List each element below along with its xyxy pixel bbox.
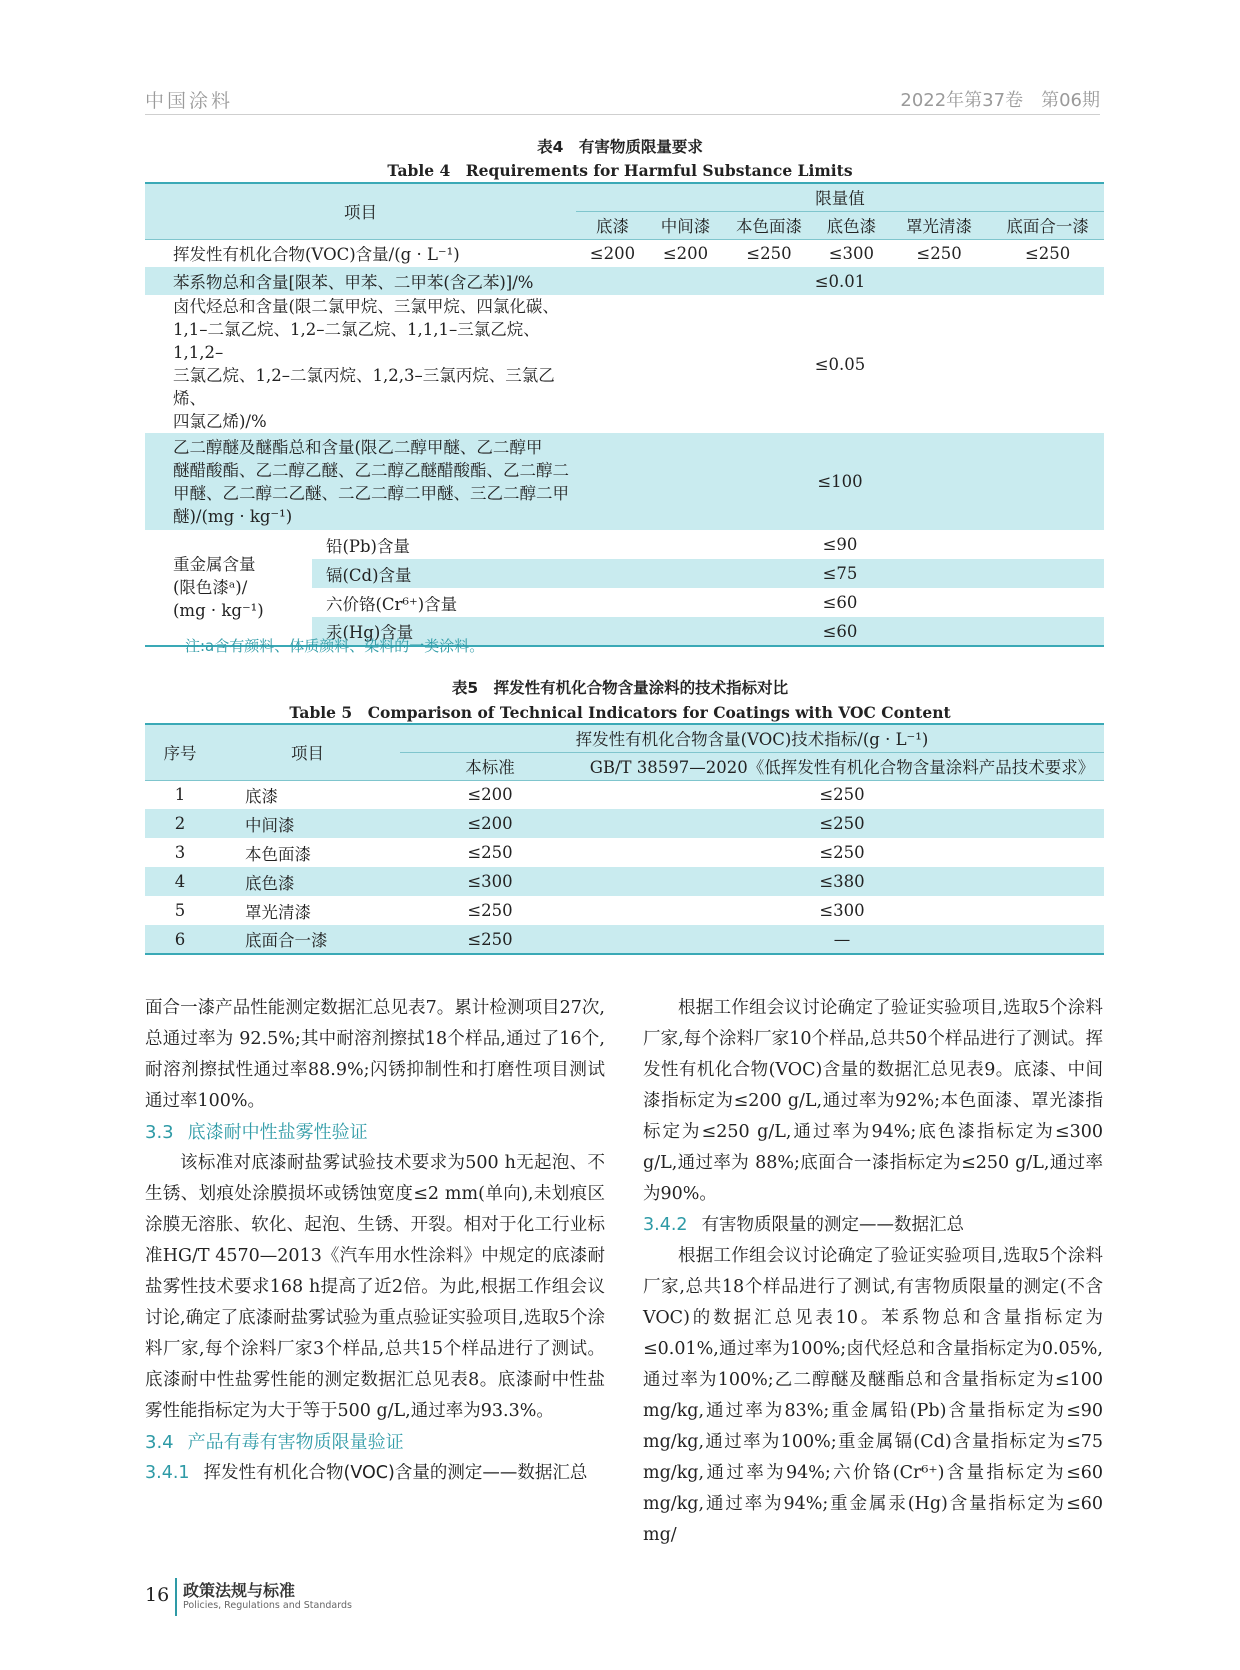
section-heading-3-4-1 [145,1458,605,1489]
table5 [145,723,1104,955]
section-title: 挥发性有机化合物(VOC)含量的测定——数据汇总 [203,1463,588,1483]
glycol-label [145,433,576,530]
glycol-line: 乙二醇醚及醚酯总和含量(限乙二醇甲醚、乙二醇甲 [173,437,543,457]
row-item: 罩光清漆 [245,902,311,922]
voc-value: ≤300 [828,243,875,263]
table5-header-voc: 挥发性有机化合物含量(VOC)技术指标/(g · L⁻¹) [400,724,1104,752]
row-std: ≤200 [467,785,513,805]
row-item: 底面合一漆 [245,931,328,950]
section-heading-3-4 [145,1427,605,1458]
section-number: 3.4.2 [643,1215,688,1235]
table4-note: 注:a含有颜料、体质颜料、染料的一类涂料。 [185,637,485,655]
row-gb: ≤250 [819,814,865,833]
row-std: ≤200 [467,814,513,833]
row-std: ≤250 [467,901,513,920]
table4-col-header: 中间漆 [660,217,711,236]
table5-header-no: 序号 [163,744,197,764]
table5-header-std: 本标准 [465,758,515,777]
section-number: 3.4 [145,1432,174,1453]
glycol-value: ≤100 [817,472,863,491]
halo-value: ≤0.05 [814,354,866,374]
table-row [145,780,1104,809]
halo-line: 卤代烃总和含量(限二氯甲烷、三氯甲烷、四氯化碳、 [173,297,559,316]
row-no: 3 [174,843,186,862]
row-gb: ≤250 [819,843,865,862]
section-heading-3-4-2 [643,1210,1103,1241]
metal-value: ≤60 [822,593,858,612]
section-name-cn: 政策法规与标准 [183,1581,296,1600]
heavy-line: (mg · kg⁻¹) [173,601,264,620]
table4-col-header: 底漆 [595,217,629,236]
table4-header-limit: 限量值 [576,183,1104,211]
halo-line: 四氯乙烯)/% [173,412,267,431]
row-no: 5 [174,901,186,920]
body-paragraph: 根据工作组会议讨论确定了验证实验项目,选取5个涂料厂家,每个涂料厂家10个样品,总共50个样品进行了测试。挥发性有机化合物(VOC)含量的数据汇总见表9。底漆、中间漆指标定为≤200 g/L,通过率为92%;本色面漆、罩光漆指标定为≤250 g/L,通过率为94%;底色漆指标定为≤300 g/L,通过率为 88%;底面合一漆指标定为≤250 g/L,通过率为90%。 [643,998,1103,1204]
voc-value: ≤250 [916,243,962,263]
metal-name: 镉(Cd)含量 [325,565,412,585]
section-name-en: Policies, Regulations and Standards [183,1600,352,1611]
metal-value: ≤90 [822,535,858,554]
row-gb: ≤380 [819,872,865,891]
voc-value: ≤250 [1024,243,1071,263]
row-gb: ≤300 [819,901,865,920]
row-gb: — [833,929,851,949]
section-title: 有害物质限量的测定——数据汇总 [701,1215,965,1235]
table-row [145,896,1104,925]
journal-name: 中国涂料 [145,90,234,112]
table4-col-header: 底色漆 [826,217,877,236]
row-item: 中间漆 [245,815,295,835]
metal-name: 六价铬(Cr⁶⁺)含量 [325,594,458,614]
table5-caption-en: Table 5 Comparison of Technical Indicators for Coatings with VOC Content [289,703,951,722]
halo-label [145,295,576,433]
row-no: 6 [174,929,186,949]
row-std: ≤250 [467,929,513,949]
benzene-value: ≤0.01 [814,271,866,291]
issue-info: 2022年第37卷 第06期 [900,90,1100,111]
right-column [643,993,1103,1551]
voc-label: 挥发性有机化合物(VOC)含量/(g · L⁻¹) [173,245,460,265]
halo-line: 三氯乙烷、1,2–二氯丙烷、1,2,3–三氯丙烷、三氯乙烯、 [173,366,555,408]
metal-value: ≤60 [822,621,858,641]
row-std: ≤250 [467,843,513,862]
table5-header-item: 项目 [291,744,324,764]
row-item: 底色漆 [245,873,295,893]
row-no: 1 [174,785,186,805]
row-no: 2 [174,814,186,833]
body-paragraph: 根据工作组会议讨论确定了验证实验项目,选取5个涂料厂家,总共18个样品进行了测试,有害物质限量的测定(不含VOC)的数据汇总见表10。苯系物总和含量指标定为≤0.01%,通过率为100%;卤代烃总和含量指标定为0.05%,通过率为100%;乙二醇醚及醚酯总和含量指标定为≤100 mg/kg,通过率为83%;重金属铅(Pb)含量指标定为≤90 mg/kg,通过率为100%;重金属镉(Cd)含量指标定为≤75 mg/kg,通过率为94%;六价铬(Cr⁶⁺)含量指标定为≤60 mg/kg,通过率为94%;重金属汞(Hg)含量指标定为≤60 mg/ [643,1246,1103,1545]
table5-header-gb: GB/T 38597—2020《低挥发性有机化合物含量涂料产品技术要求》 [589,758,1095,777]
row-item: 本色面漆 [245,844,311,864]
heavy-line: 重金属含量 [173,555,256,574]
metal-name: 铅(Pb)含量 [325,536,410,556]
metal-name: 汞(Hg)含量 [325,623,414,642]
table-row [145,925,1104,954]
voc-value: ≤200 [589,243,636,263]
glycol-line: 醚醋酸酯、乙二醇乙醚、乙二醇乙醚醋酸酯、乙二醇二 [173,460,569,480]
body-paragraph: 面合一漆产品性能测定数据汇总见表7。累计检测项目27次,总通过率为 92.5%;其中耐溶剂擦拭18个样品,通过了16个,耐溶剂擦拭性通过率88.9%;闪锈抑制性和打磨性项目测试通过率100%。 [145,998,605,1111]
benzene-label: 苯系物总和含量[限苯、甲苯、二甲苯(含乙苯)]/% [173,273,534,292]
glycol-line: 甲醚、乙二醇二乙醚、二乙二醇二甲醚、三乙二醇二甲 [173,483,569,503]
heavy-line: (限色漆ᵃ)/ [173,578,248,597]
table5-caption-cn: 表5 挥发性有机化合物含量涂料的技术指标对比 [451,679,789,697]
table4-caption-en: Table 4 Requirements for Harmful Substance Limits [387,161,853,180]
running-header [145,86,1100,115]
table4-caption-cn: 表4 有害物质限量要求 [537,138,703,156]
table4-header-item: 项目 [343,203,377,223]
section-number: 3.4.1 [145,1463,190,1483]
table-row [145,809,1104,838]
table4-col-header: 本色面漆 [735,217,802,236]
footer-divider [175,1578,177,1616]
glycol-line: 醚)/(mg · kg⁻¹) [173,506,293,526]
table-row [145,867,1104,896]
page-number: 16 [145,1584,170,1606]
left-column [145,993,605,1489]
section-title: 底漆耐中性盐雾性验证 [187,1122,368,1143]
table-row [145,838,1104,867]
body-paragraph: 该标准对底漆耐盐雾试验技术要求为500 h无起泡、不生锈、划痕处涂膜损坏或锈蚀宽度≤2 mm(单向),未划痕区涂膜无溶胀、软化、起泡、生锈、开裂。相对于化工行业标准HG/T 4570—2013《汽车用水性涂料》中规定的底漆耐盐雾性技术要求168 h提高了近2倍。为此,根据工作组会议讨论,确定了底漆耐盐雾试验为重点验证实验项目,选取5个涂料厂家,每个涂料厂家3个样品,总共15个样品进行了测试。底漆耐中性盐雾性能的测定数据汇总见表8。底漆耐中性盐雾性能指标定为大于等于500 g/L,通过率为93.3%。 [145,1153,605,1421]
voc-value: ≤250 [746,243,792,263]
heavy-metal-label [145,530,312,646]
voc-value: ≤200 [662,243,709,263]
row-gb: ≤250 [819,785,865,805]
halo-line: 1,1–二氯乙烷、1,2–二氯乙烷、1,1,1–三氯乙烷、1,1,2– [173,320,540,362]
section-heading-3-3 [145,1117,605,1148]
row-no: 4 [174,872,186,891]
section-number: 3.3 [145,1122,174,1143]
metal-value: ≤75 [822,564,858,583]
table4-col-header: 罩光清漆 [906,217,973,236]
row-item: 底漆 [245,786,278,806]
section-title: 产品有毒有害物质限量验证 [187,1432,404,1453]
table4-col-header: 底面合一漆 [1006,217,1089,236]
row-std: ≤300 [467,872,513,891]
table4 [145,182,1104,647]
